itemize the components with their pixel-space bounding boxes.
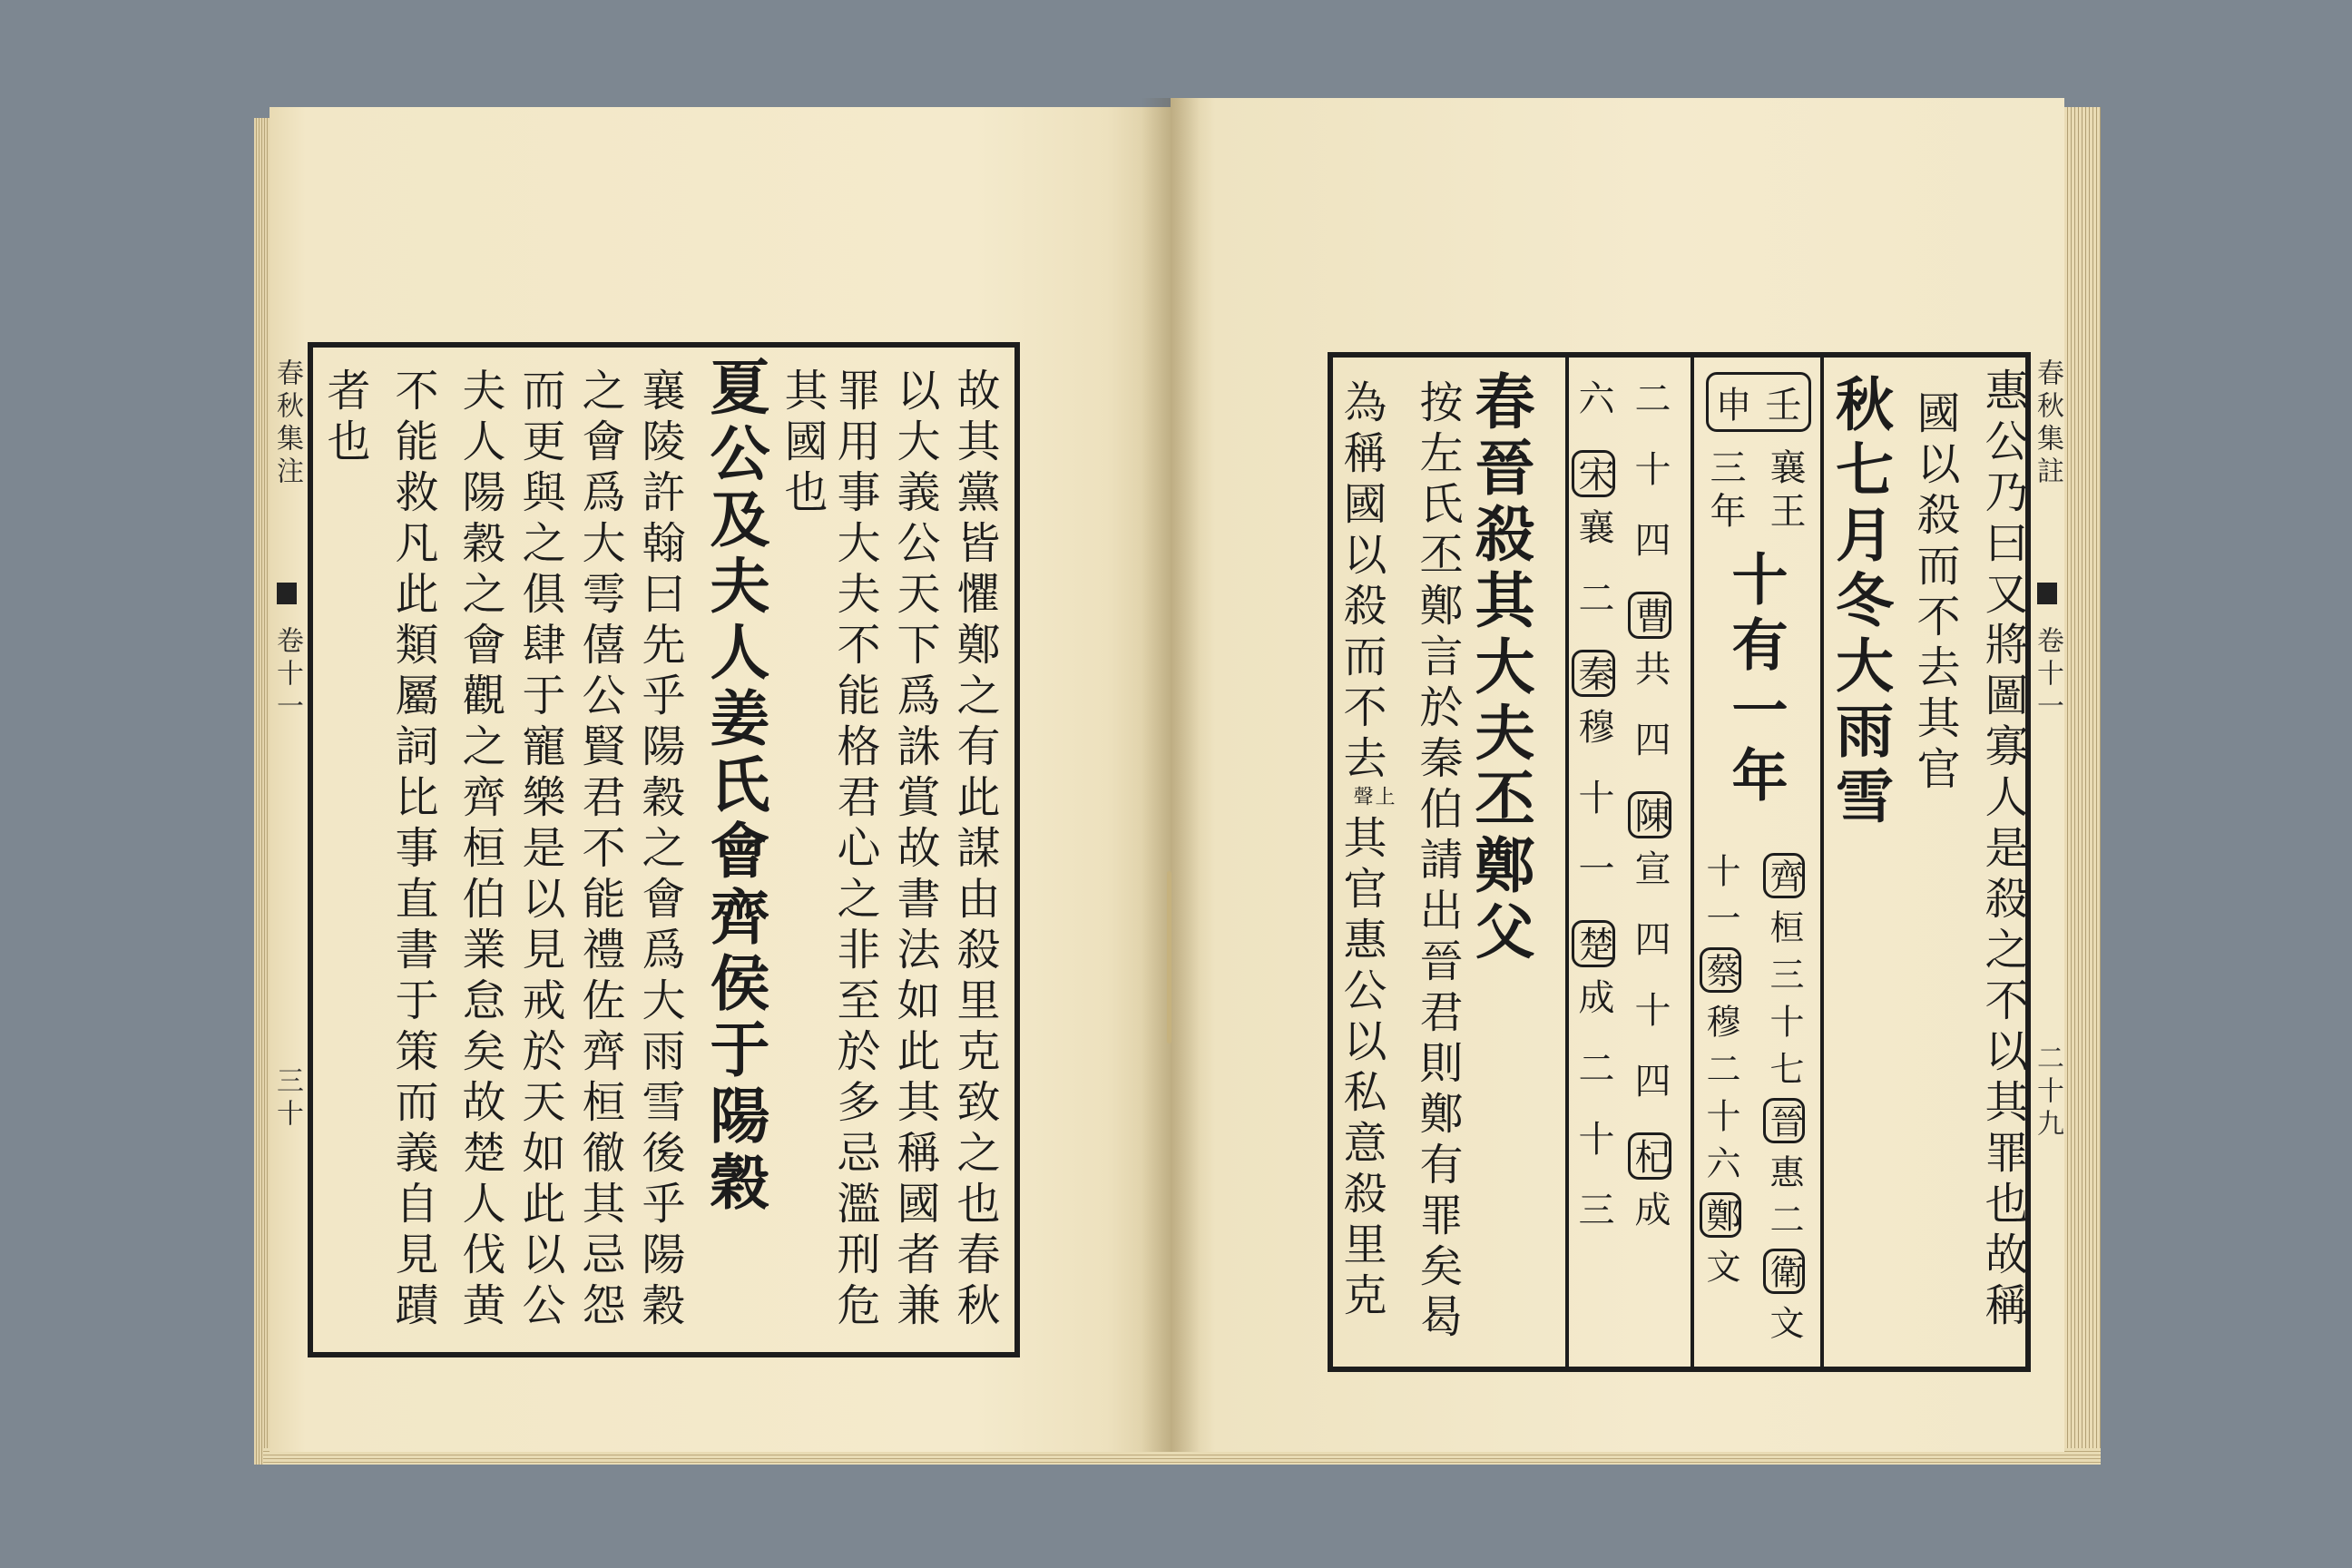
ruler-year: 二十四 <box>1629 379 1671 592</box>
state-name-circled: 曹 <box>1628 592 1671 639</box>
classic-text-column: 夏公及夫人姜氏會齊侯于陽穀 <box>700 356 770 1217</box>
state-name-circled: 齊 <box>1763 853 1805 898</box>
chronology-column <box>1629 379 1671 1261</box>
commentary-column: 罪用事大夫不能格君心之非至於多忌濫刑危 <box>829 368 880 1333</box>
left-margin-volume: 卷十一 <box>271 626 303 724</box>
commentary-column: 其國也 <box>777 368 828 520</box>
left-margin-title: 春秋集注 <box>271 358 303 489</box>
ruler-year: 成 <box>1629 1191 1671 1261</box>
chronology-rule-middle <box>1690 352 1694 1372</box>
ruler-year: 共四 <box>1629 650 1671 791</box>
right-page-edge-stack <box>2064 107 2101 1463</box>
binding-thread <box>1167 871 1171 1044</box>
right-margin-title: 春秋集註 <box>2032 358 2063 489</box>
commentary-column: 而更與之俱肆于寵樂是以見戒於天如此以公 <box>514 368 565 1333</box>
ruler-year: 穆二十六 <box>1700 1004 1740 1192</box>
ruler-year: 惠二 <box>1764 1154 1804 1249</box>
heavenly-stem: 壬 <box>1765 384 1802 426</box>
earthly-branch: 申 <box>1715 384 1752 426</box>
commentary-column: 不能救凡此類屬詞比事直書于策而義自見蹟 <box>387 368 438 1333</box>
chronology-column <box>1764 853 1805 1352</box>
state-name-circled: 宋 <box>1572 450 1615 497</box>
chronology-column <box>1700 853 1741 1296</box>
zhou-king-year: 三年 <box>1704 448 1746 535</box>
left-margin-leaf-number: 三十 <box>271 1066 303 1132</box>
commentary-column: 惠公乃曰又將圖寡人是殺之不以其罪也故稱 <box>1977 368 2028 1333</box>
state-name-circled: 蔡 <box>1700 947 1741 993</box>
commentary-column: 者也 <box>319 368 370 469</box>
state-name-circled: 衛 <box>1763 1249 1805 1294</box>
state-name-circled: 鄭 <box>1700 1192 1741 1238</box>
state-name-circled: 晉 <box>1763 1098 1805 1143</box>
commentary-column: 之會爲大雩僖公賢君不能禮佐齊桓徹其忌怨 <box>574 368 625 1333</box>
ruler-year: 文 <box>1700 1249 1740 1296</box>
zhou-king-name: 襄王 <box>1764 448 1806 535</box>
classic-text-column: 秋七月冬大雨雪 <box>1826 374 1894 831</box>
left-margin-fishtail-mark <box>277 583 297 604</box>
commentary-column: 按左氏丕鄭言於秦伯請出晉君則鄭有罪矣曷 <box>1412 379 1463 1345</box>
ruler-year: 十一 <box>1700 853 1740 947</box>
cyclical-year-box <box>1706 372 1811 432</box>
ruler-year: 襄二 <box>1573 508 1614 650</box>
chronology-rule-left <box>1565 352 1569 1372</box>
ruler-year: 宣四十四 <box>1629 849 1671 1132</box>
right-margin-leaf-number: 二十九 <box>2032 1044 2063 1142</box>
commentary-column: 夫人陽穀之會觀之齊桓伯業怠矣故楚人伐黄 <box>455 368 505 1333</box>
state-name-circled: 楚 <box>1572 920 1615 967</box>
ruler-year: 桓三十七 <box>1764 909 1804 1098</box>
state-name-circled: 杞 <box>1628 1132 1671 1180</box>
commentary-text: 為稱國以殺而不去 <box>1336 379 1387 786</box>
book-gutter <box>1142 98 1200 1452</box>
ruler-year: 成二十三 <box>1573 978 1614 1261</box>
commentary-column: 襄陵許翰曰先乎陽穀之會爲大雨雪後乎陽穀 <box>634 368 685 1333</box>
commentary-column <box>1336 379 1395 1323</box>
chronology-rule-right <box>1820 352 1824 1372</box>
tone-annotation: 上聲 <box>1350 786 1395 806</box>
ruler-year: 文 <box>1764 1305 1804 1352</box>
right-margin-fishtail-mark <box>2037 583 2057 604</box>
lu-year-heading: 十有一年 <box>1722 550 1788 811</box>
right-margin-volume: 卷十一 <box>2032 626 2063 724</box>
commentary-text: 其官惠公以私意殺里克 <box>1336 815 1387 1323</box>
left-page-edge-stack <box>254 118 270 1465</box>
commentary-column: 以大義公天下爲誅賞故書法如此其稱國者兼 <box>889 368 940 1333</box>
ruler-year: 穆十一 <box>1573 708 1614 920</box>
state-name-circled: 秦 <box>1572 650 1615 697</box>
chronology-column <box>1573 379 1615 1261</box>
commentary-column: 國以殺而不去其官 <box>1909 390 1960 797</box>
classic-text-column: 春晉殺其大夫丕鄭父 <box>1465 370 1535 966</box>
commentary-column: 故其黨皆懼鄭之有此謀由殺里克致之也春秋 <box>949 368 1000 1333</box>
ruler-year: 六 <box>1573 379 1614 450</box>
state-name-circled: 陳 <box>1628 791 1671 838</box>
